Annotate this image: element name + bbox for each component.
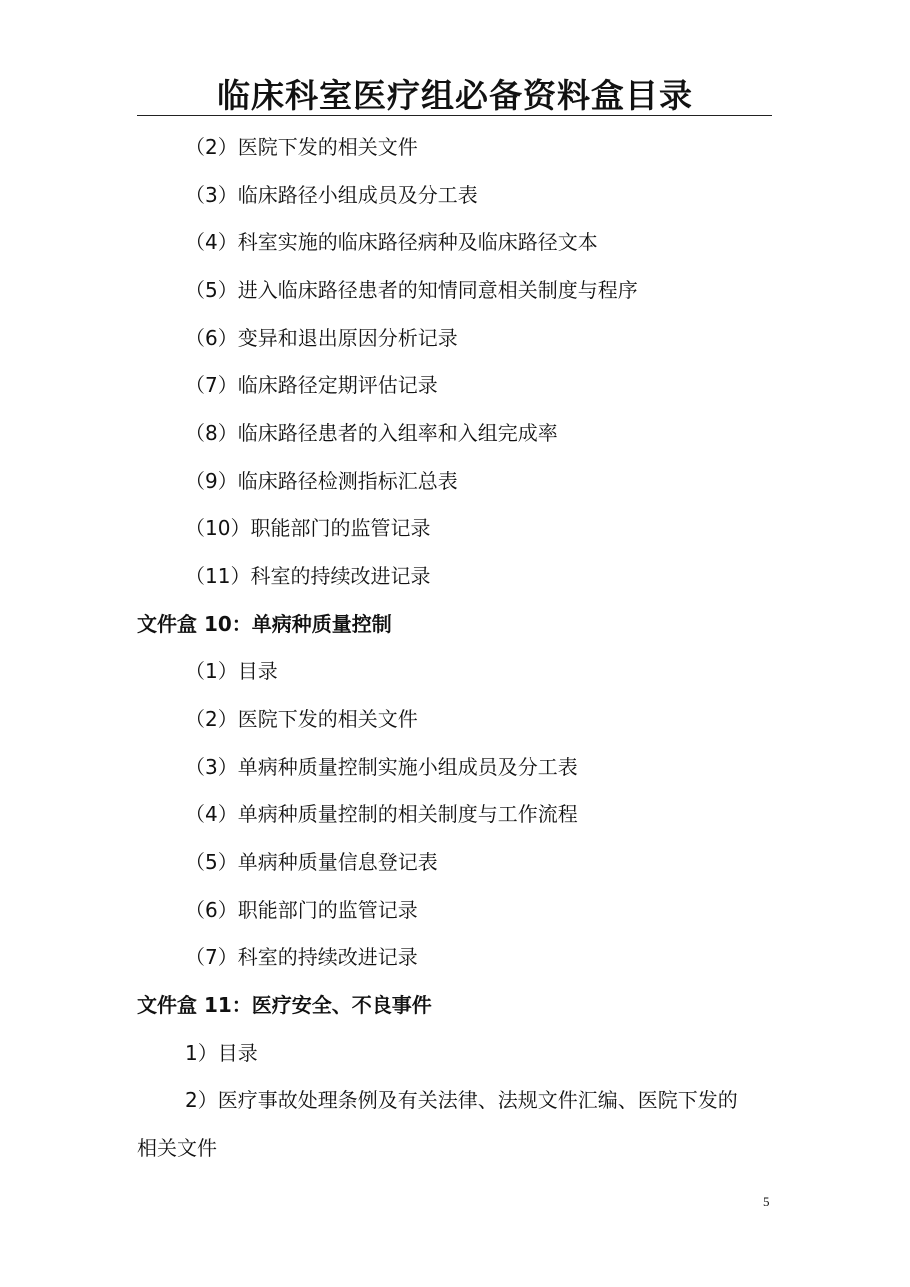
- title-underline: [137, 115, 772, 116]
- list-item: （9）临床路径检测指标汇总表: [185, 469, 458, 493]
- list-item: （6）职能部门的监管记录: [185, 898, 418, 922]
- list-item-continuation: 相关文件: [137, 1136, 217, 1160]
- list-item: 2）医疗事故处理条例及有关法律、法规文件汇编、医院下发的: [185, 1088, 738, 1112]
- section-heading: 文件盒 11：医疗安全、不良事件: [137, 993, 432, 1017]
- list-item: （5）单病种质量信息登记表: [185, 850, 438, 874]
- list-item: （10）职能部门的监管记录: [185, 516, 431, 540]
- list-item: （2）医院下发的相关文件: [185, 135, 418, 159]
- page-title: 临床科室医疗组必备资料盒目录: [217, 76, 693, 115]
- list-item: （5）进入临床路径患者的知情同意相关制度与程序: [185, 278, 638, 302]
- list-item: （1）目录: [185, 659, 278, 683]
- list-item: （6）变异和退出原因分析记录: [185, 326, 458, 350]
- section-heading: 文件盒 10：单病种质量控制: [137, 612, 392, 636]
- list-item: （3）单病种质量控制实施小组成员及分工表: [185, 755, 578, 779]
- list-item: 1）目录: [185, 1041, 258, 1065]
- page-number: 5: [763, 1194, 770, 1209]
- list-item: （2）医院下发的相关文件: [185, 707, 418, 731]
- list-item: （8）临床路径患者的入组率和入组完成率: [185, 421, 558, 445]
- list-item: （3）临床路径小组成员及分工表: [185, 183, 478, 207]
- list-item: （7）科室的持续改进记录: [185, 945, 418, 969]
- list-item: （4）单病种质量控制的相关制度与工作流程: [185, 802, 578, 826]
- list-item: （4）科室实施的临床路径病种及临床路径文本: [185, 230, 598, 254]
- list-item: （11）科室的持续改进记录: [185, 564, 431, 588]
- list-item: （7）临床路径定期评估记录: [185, 373, 438, 397]
